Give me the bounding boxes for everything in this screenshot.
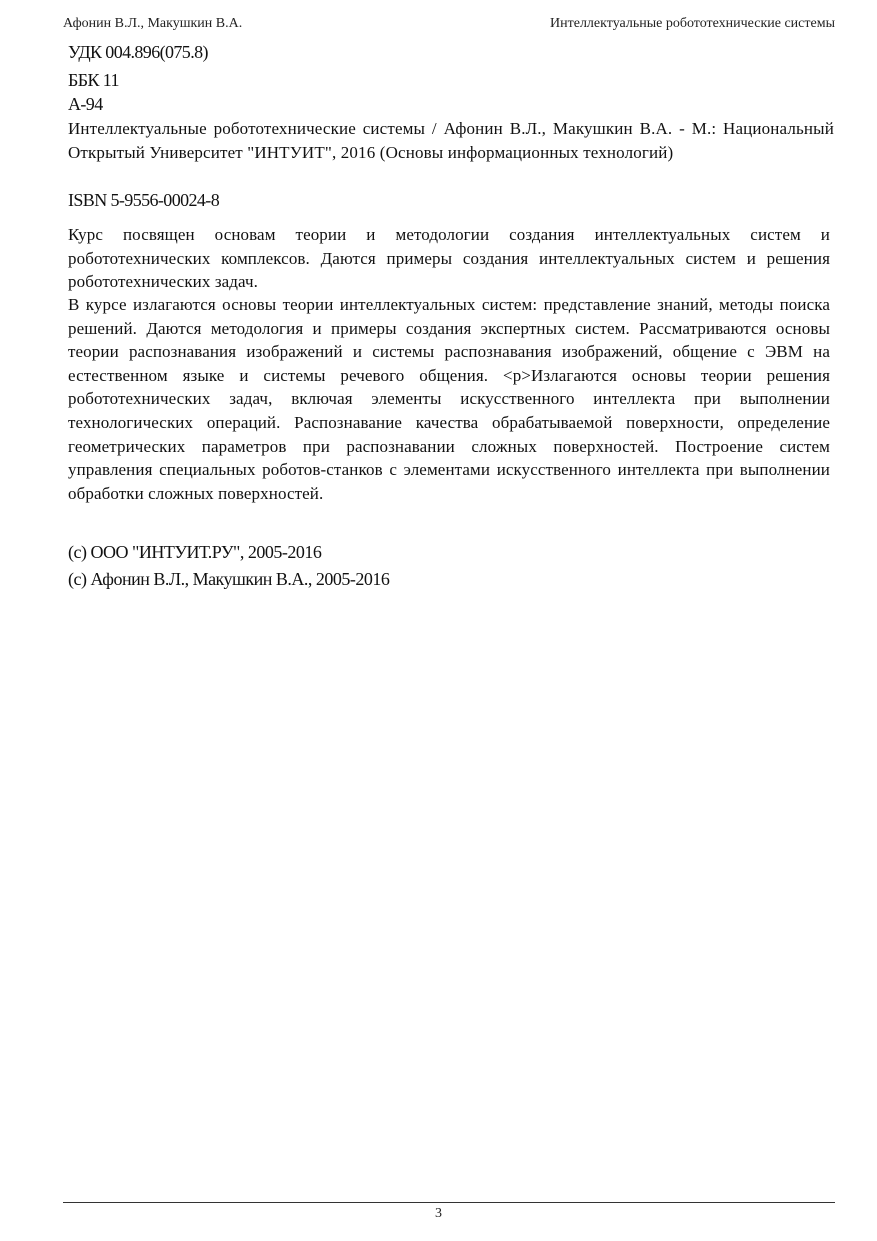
copyright-authors: (c) Афонин В.Л., Макушкин В.А., 2005-2016 [68,569,390,589]
copyright-publisher: (c) ООО "ИНТУИТ.РУ", 2005-2016 [68,542,322,562]
page-number: 3 [435,1206,442,1221]
header-authors: Афонин В.Л., Макушкин В.А. [63,16,243,31]
bbk-code: ББК 11 [68,70,119,90]
isbn: ISBN 5-9556-00024-8 [68,190,220,210]
running-header [63,16,835,36]
footer-divider [63,1202,835,1203]
abstract-paragraph: В курсе излагаются основы теории интеллектуальных систем: представление знаний, методы поиска решений. Даются методология и примеры создания экспертных систем. Рассматриваются основы теории распознавания изображений и системы распознавания изображений, общение с ЭВМ на естественном языке и системы речевого общения. <p>Излагаются основы теории решения робототехнических задач, включая элементы искусственного интеллекта при выполнении технологических операций. Распознавание качества обрабатываемой поверхности, определение геометрических параметров при распознавании сложных поверхностей. Построение систем управления специальных роботов-станков с элементами искусственного интеллекта при выполнении обработки сложных поверхностей. [68,295,830,503]
bibliographic-citation: Интеллектуальные робототехнические системы / Афонин В.Л., Макушкин В.А. - М.: Национальный Открытый Университет "ИНТУИТ", 2016 (Основы информационных технологий) [68,119,834,162]
abstract-paragraph: Курс посвящен основам теории и методологии создания интеллектуальных систем и робототехнических комплексов. Даются примеры создания интеллектуальных систем и решения робототехнических задач. [68,225,830,292]
author-mark: А-94 [68,94,103,114]
udk-code: УДК 004.896(075.8) [68,42,208,62]
header-course-title: Интеллектуальные робототехнические системы [550,16,835,31]
